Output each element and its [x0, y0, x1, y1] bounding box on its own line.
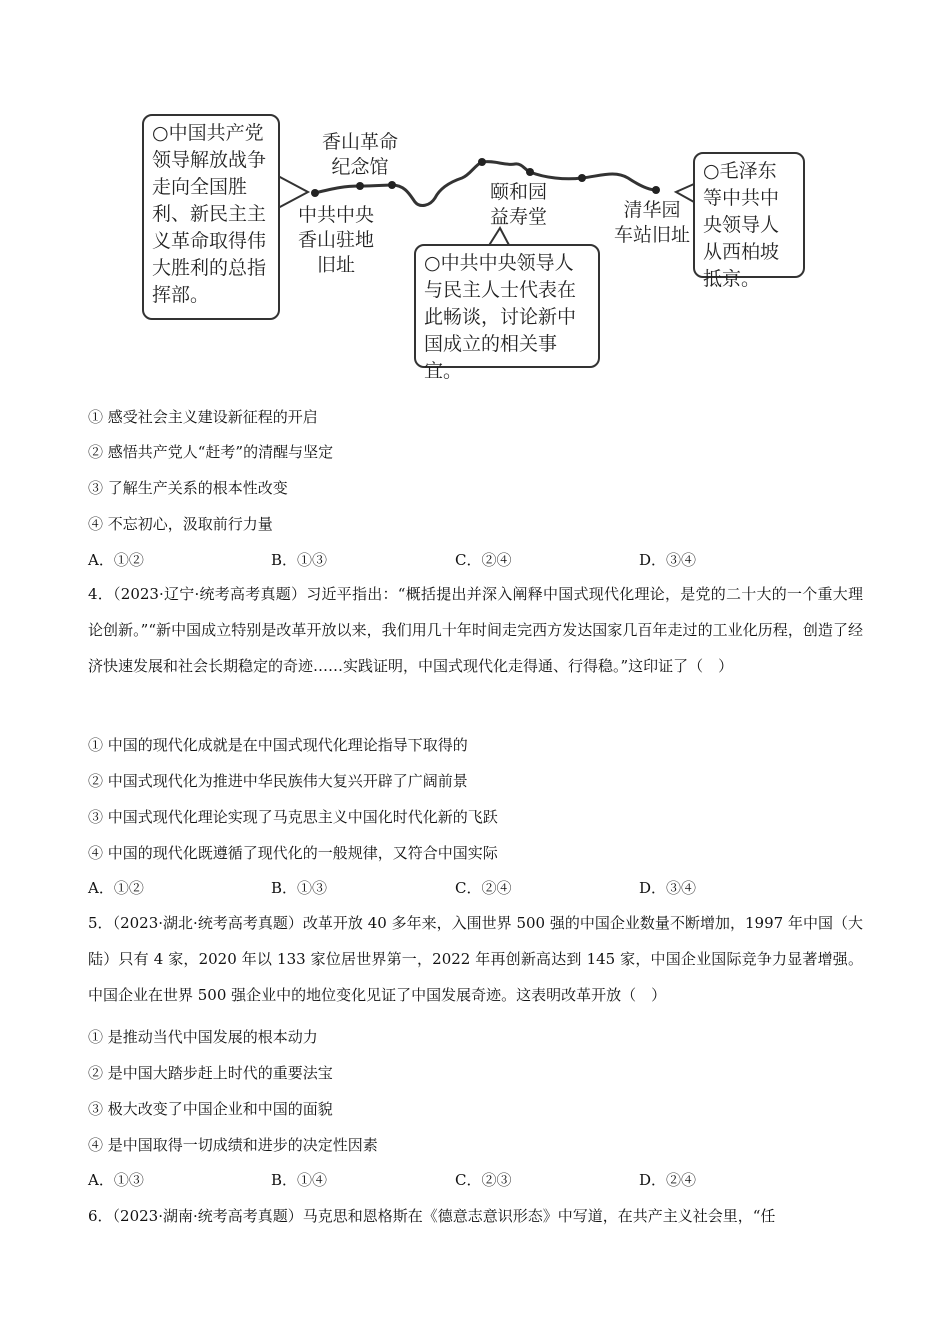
option-a[interactable]: A．①③	[88, 1171, 144, 1189]
option-c[interactable]: C．②④	[455, 879, 512, 897]
option-d[interactable]: D．③④	[639, 551, 697, 569]
q4-item-2: ② 中国式现代化为推进中华民族伟大复兴开辟了广阔前景	[88, 772, 468, 790]
option-b[interactable]: B．①④	[271, 1171, 328, 1189]
bubble-qinghua-note: ○毛泽东等中共中央领导人从西柏坡抵京。	[693, 152, 805, 278]
option-d[interactable]: D．③④	[639, 879, 697, 897]
place-xiangshan-memorial: 香山革命 纪念馆	[322, 131, 399, 178]
q4-item-3: ③ 中国式现代化理论实现了马克思主义中国化时代化新的飞跃	[88, 808, 498, 826]
q3-options	[88, 549, 868, 573]
bubble-yiheyuan-note: ○中共中央领导人与民主人士代表在此畅谈，讨论新中国成立的相关事宜。	[414, 244, 600, 368]
route-dot	[652, 186, 660, 194]
q3-item-3: ③ 了解生产关系的根本性改变	[88, 479, 288, 497]
place-yiheyuan: 颐和园 益寿堂	[490, 181, 548, 228]
q5-item-4: ④ 是中国取得一切成绩和进步的决定性因素	[88, 1136, 378, 1154]
route-dot	[578, 174, 586, 182]
option-a[interactable]: A．①②	[88, 879, 144, 897]
bubble-xiangshan-note: ○中国共产党领导解放战争走向全国胜利、新民主主义革命取得伟大胜利的总指挥部。	[142, 114, 280, 320]
route-diagram	[0, 0, 950, 400]
option-d[interactable]: D．②④	[639, 1171, 697, 1189]
route-dot	[356, 182, 364, 190]
q5-item-3: ③ 极大改变了中国企业和中国的面貌	[88, 1100, 333, 1118]
option-c[interactable]: C．②④	[455, 551, 512, 569]
q3-item-4: ④ 不忘初心，汲取前行力量	[88, 515, 273, 533]
place-qinghua: 清华园 车站旧址	[614, 199, 691, 246]
option-b[interactable]: B．①③	[271, 879, 328, 897]
q4-item-1: ① 中国的现代化成就是在中国式现代化理论指导下取得的	[88, 736, 468, 754]
route-dot	[388, 181, 396, 189]
q4-stem: 4．（2023·辽宁·统考高考真题）习近平指出：“概括提出并深入阐释中国式现代化理论，是党的二十大的一个重大理论创新。”“新中国成立特别是改革开放以来，我们用几十年时间走完西方发达国家几百年走过的工业化历程，创造了经济快速发展和社会长期稳定的奇迹……实践证明，中国式现代化走得通、行得稳。”这印证了（ ）	[88, 585, 863, 675]
route-dot	[478, 158, 486, 166]
q4-options	[88, 877, 868, 901]
q5-options	[88, 1169, 868, 1193]
route-dot	[526, 168, 534, 176]
option-c[interactable]: C．②③	[455, 1171, 512, 1189]
route-dot	[311, 189, 319, 197]
option-a[interactable]: A．①②	[88, 551, 144, 569]
place-xiangshan-hq: 中共中央 香山驻地 旧址	[298, 204, 375, 276]
q6-stem: 6．（2023·湖南·统考高考真题）马克思和恩格斯在《德意志意识形态》中写道，在共产主义社会里，“任	[88, 1207, 776, 1225]
q4-item-4: ④ 中国的现代化既遵循了现代化的一般规律，又符合中国实际	[88, 844, 498, 862]
q5-item-2: ② 是中国大踏步赶上时代的重要法宝	[88, 1064, 333, 1082]
q3-item-1: ① 感受社会主义建设新征程的开启	[88, 408, 318, 426]
q5-stem: 5．（2023·湖北·统考高考真题）改革开放 40 多年来，入围世界 500 强的中国企业数量不断增加，1997 年中国（大陆）只有 4 家，2020 年以 133 家位居世界第一，2022 年再创新高达到 145 家，中国企业国际竞争力显著增强。中国企业在世界 500 强企业中的地位变化见证了中国发展奇迹。这表明改革开放（ ）	[88, 914, 863, 1004]
q3-item-2: ② 感悟共产党人“赶考”的清醒与坚定	[88, 443, 334, 461]
option-b[interactable]: B．①③	[271, 551, 328, 569]
q5-item-1: ① 是推动当代中国发展的根本动力	[88, 1028, 318, 1046]
